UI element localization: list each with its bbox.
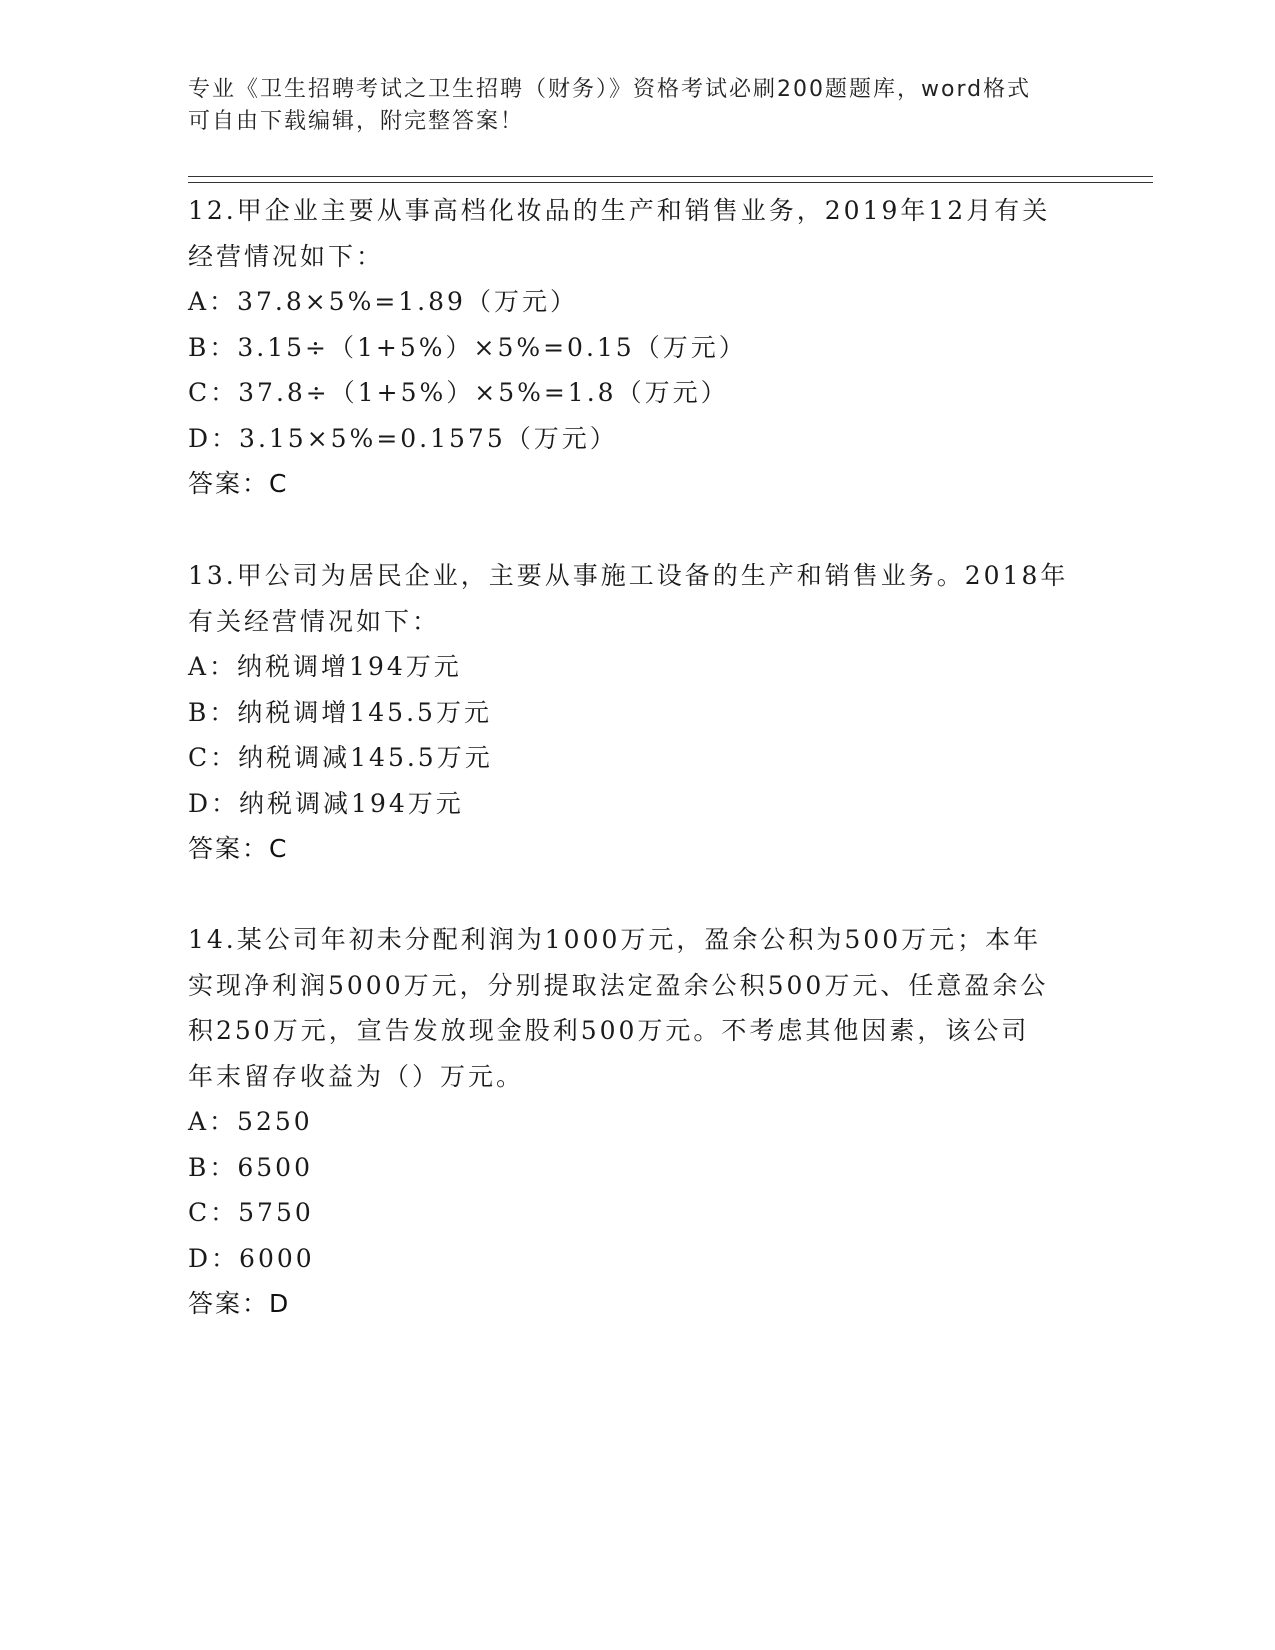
option-c: C：5750 [188,1198,314,1227]
option-b: B：6500 [188,1152,313,1182]
question-stem-line: 12.甲企业主要从事高档化妆品的生产和销售业务，2019年12月有关 [188,196,1051,225]
question-stem-line: 积250万元，宣告发放现金股利500万元。不考虑其他因素，该公司 [188,1016,1030,1045]
question-stem-line: 有关经营情况如下： [188,606,441,636]
header-divider-top [188,176,1153,177]
header-divider-bottom [188,182,1153,183]
option-c: C：37.8÷（1+5%）×5%=1.8（万元） [188,378,729,407]
option-d: D：6000 [188,1243,315,1273]
question-stem-line: 年末留存收益为（）万元。 [188,1061,525,1091]
option-d: D：3.15×5%=0.1575（万元） [188,423,618,453]
question-stem-line: 经营情况如下： [188,241,385,271]
option-a: A：纳税调增194万元 [188,652,462,681]
option-d: D：纳税调减194万元 [188,788,464,818]
option-c: C：纳税调减145.5万元 [188,743,493,772]
question-stem-line: 实现净利润5000万元，分别提取法定盈余公积500万元、任意盈余公 [188,970,1049,1000]
question-14 [188,917,1088,1327]
answer-label: 答案：D [188,1289,291,1318]
document-header [188,74,1088,138]
option-b: B：纳税调增145.5万元 [188,697,492,727]
header-line-2: 可自由下载编辑，附完整答案！ [188,109,525,134]
option-b: B：3.15÷（1+5%）×5%=0.15（万元） [188,332,747,362]
answer-label: 答案：C [188,469,289,498]
answer-label: 答案：C [188,834,289,863]
option-a: A：37.8×5%=1.89（万元） [188,287,578,316]
question-13 [188,553,1088,872]
question-stem-line: 14.某公司年初未分配利润为1000万元，盈余公积为500万元；本年 [188,925,1042,954]
question-stem-line: 13.甲公司为居民企业，主要从事施工设备的生产和销售业务。2018年 [188,561,1069,590]
question-12 [188,188,1088,507]
option-a: A：5250 [188,1107,313,1136]
header-line-1: 专业《卫生招聘考试之卫生招聘（财务）》资格考试必刷200题题库，word格式 [188,77,1032,102]
